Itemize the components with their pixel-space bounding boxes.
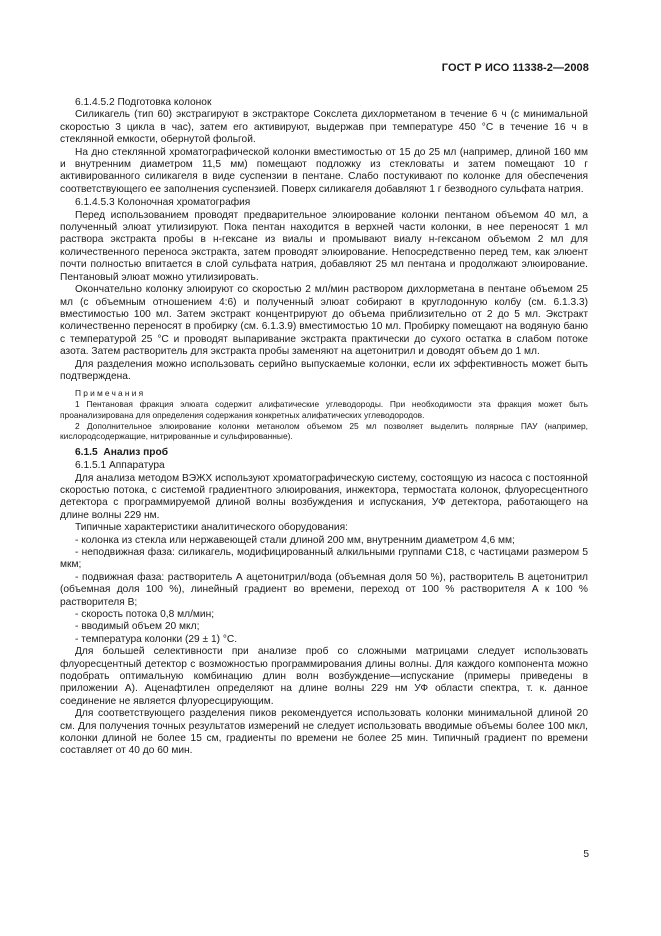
list-item: - скорость потока 0,8 мл/мин; [75,609,215,620]
section-title-6-1-5-1: 6.1.5.1 Аппаратура [75,460,165,472]
paragraph: Для большей селективности при анализе проб со сложными матрицами следует использовать флуоресцентный детектор с возможностью программирования длины волны. Для каждого компонента можно подобрать оптимальную комбинацию длин волн возбуждение—испускание (примеры приведены в приложении А). Аценафтилен определяют на длине волны 229 нм УФ области спектра, т. к. данное соединение не является флуоресцирующим. [60,646,588,707]
page-content [60,96,588,758]
section-number: 6.1.5 [75,446,98,458]
notes-title: Примечания [75,388,146,399]
paragraph: Перед использованием проводят предварительное элюирование колонки пентаном объемом 40 мл, а полученный элюат утилизируют. Пока пентан находится в верхней части колонки, в нее переносят 1 мл раствора экстракта пробы в н-гексане из виалы и промывают виалу н-гексаном объемом 2 мл для количественного переноса экстракта, затем проводят элюирование. Непосредственно перед тем, как элюент почти полностью впитается в слой сульфата натрия, добавляют 25 мл пентана и продолжают элюирование. Пентановый элюат можно утилизировать. [60,209,588,283]
note-1: 1 Пентановая фракция элюата содержит алифатические углеводороды. При необходимости эта фракция может быть проанализирована для определения содержания конкретных алифатических углеводородов. [60,399,588,420]
paragraph: Для соответствующего разделения пиков рекомендуется использовать колонки минимальной длиной 20 см. Для получения точных результатов измерений не следует использовать вводимые объемы более 100 мкл, колонки длиной не более 15 см, градиенты по времени не более 25 мин. Типичный градиент по времени составляет от 40 до 60 мин. [60,708,588,757]
list-item: - неподвижная фаза: силикагель, модифицированный алкильными группами С18, с частицами размером 5 мкм; [60,546,588,571]
list-item: - вводимый объем 20 мкл; [75,621,200,633]
list-item: - подвижная фаза: растворитель А ацетонитрил/вода (объемная доля 50 %), растворитель В ацетонитрил (объемная доля 100 %), линейный градиент во времени, переход от 100 % растворителя А к 100 % растворителя В; [60,571,588,608]
note-2: 2 Дополнительное элюирование колонки метанолом объемом 25 мл позволяет выделить полярные ПАУ (например, кислородсодержащие, нитрированные и сульфированные). [60,420,588,442]
paragraph: На дно стеклянной хроматографической колонки вместимостью от 15 до 25 мл (например, длиной 160 мм и внутренним диаметром 11,5 мм) помещают подложку из стекловаты и затем помещают 10 г активированного силикагеля в виде суспензии в пентане. Слабо постукивают по колонке для обеспечения соответствующего ее заполнения суспензией. Поверх силикагеля добавляют 1 г безводного сульфата натрия. [60,146,588,195]
paragraph: Типичные характеристики аналитического оборудования: [75,522,348,534]
section-title-6-1-4-5-3: 6.1.4.5.3 Колоночная хроматография [75,197,251,209]
paragraph: Для разделения можно использовать серийно выпускаемые колонки, если их эффективность может быть подтверждена. [60,358,588,382]
section-name: Анализ проб [103,446,169,458]
paragraph: Силикагель (тип 60) экстрагируют в экстракторе Сокслета дихлорметаном в течение 6 ч (с минимальной скоростью 3 цикла в час), затем его активируют, выдержав при температуре 450 °С в течение 16 ч в стеклянной емкости, обернутой фольгой. [60,109,588,146]
section-title-6-1-5 [60,447,588,459]
page-number: 5 [583,849,589,860]
section-title-6-1-4-5-2: 6.1.4.5.2 Подготовка колонок [75,97,212,108]
paragraph: Окончательно колонку элюируют со скоростью 2 мл/мин раствором дихлорметана в пентане объемом 25 мл (с объемным отношением 4:6) и полученный элюат собирают в круглодонную колбу (см. 6.1.3.3) вместимостью 100 мл. Затем экстракт концентрируют до объема приблизительно от 2 до 5 мл. Экстракт количественно переносят в пробирку (см. 6.1.3.9) вместимостью 10 мл. Пробирку помещают на водяную баню с температурой 25 °С и проводят выпаривание экстракта практически до сухого остатка в слабом потоке азота. Затем растворитель для экстракта пробы заменяют на ацетонитрил и доводят объем до 1 мл. [60,284,588,358]
document-id-header: ГОСТ Р ИСО 11338-2—2008 [441,62,589,74]
list-item: - температура колонки (29 ± 1) °С. [75,633,238,645]
paragraph: Для анализа методом ВЭЖХ используют хроматографическую систему, состоящую из насоса с постоянной скоростью потока, с системой градиентного элюирования, инжектора, термостата колонок, флуоресцентного детектора с программируемой длиной волны возбуждения и испускания, УФ детектора, работающего на длине волны 229 нм. [60,472,588,521]
list-item: - колонка из стекла или нержавеющей стали длиной 200 мм, внутренним диаметром 4,6 мм; [75,534,515,546]
